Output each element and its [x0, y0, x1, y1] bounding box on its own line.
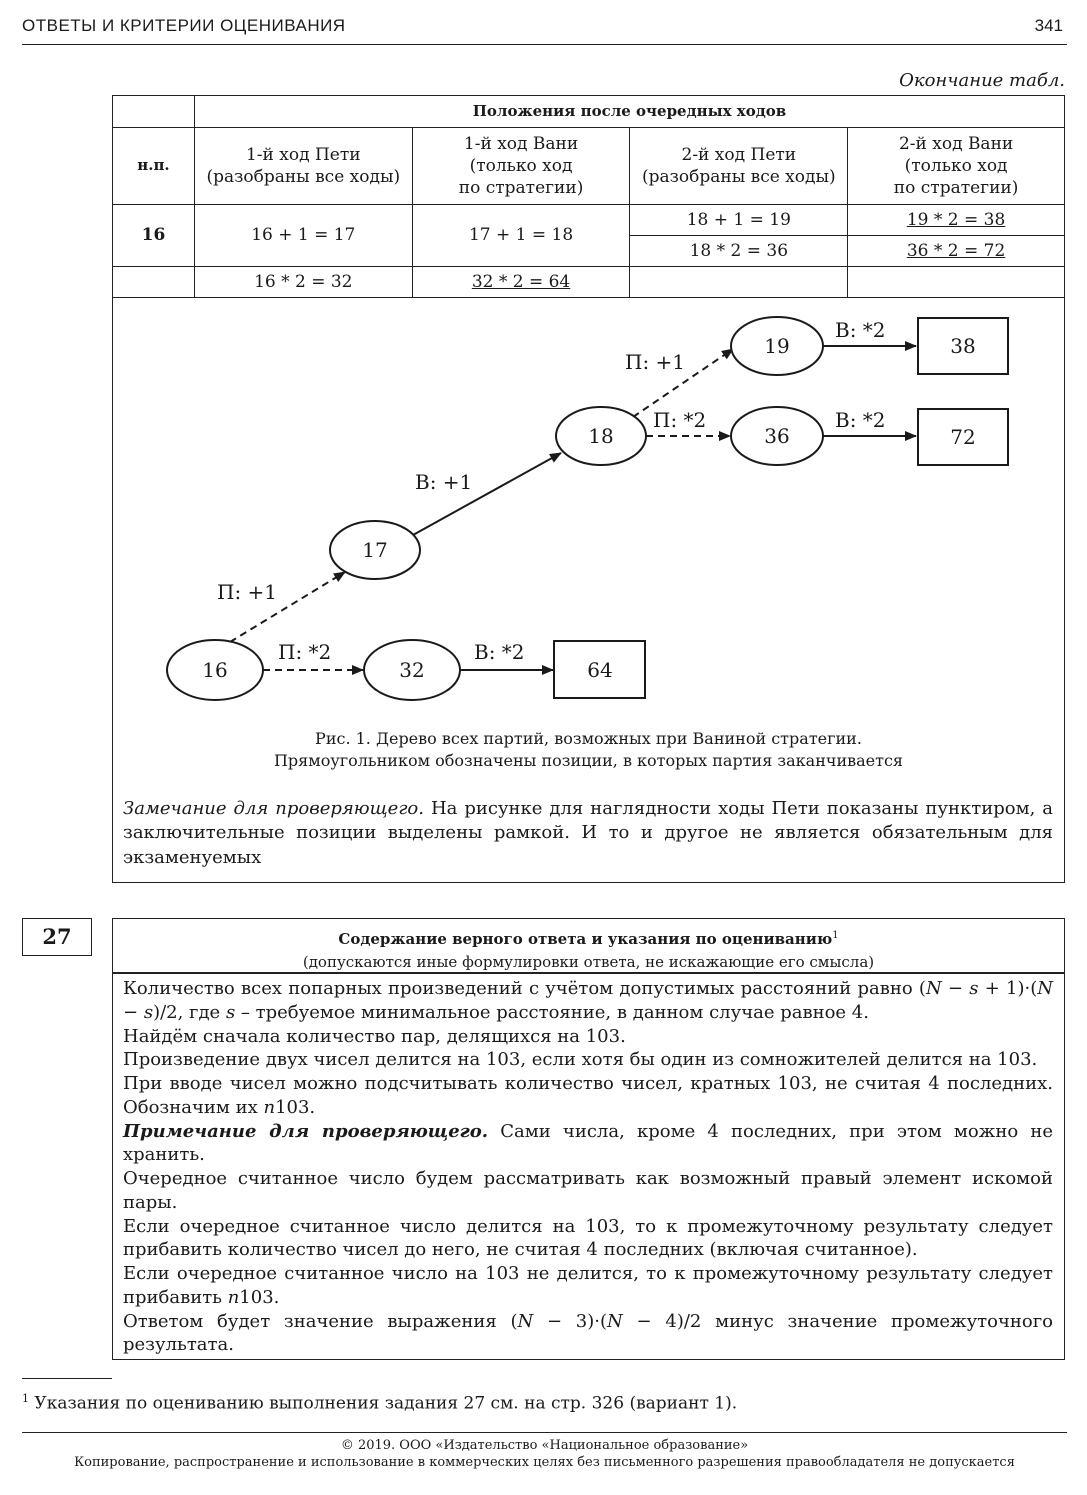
empty-cell-v2: [848, 267, 1065, 298]
answer-title: Содержание верного ответа и указания по оцениванию: [338, 930, 833, 948]
node-16-label: 16: [202, 658, 228, 682]
paragraph-1: Количество всех попарных произведений с учётом допустимых расстояний равно (N − s + 1)·(N − s)/2, где s – требуемое минимальное расстояние, в данном случае равное 4.: [123, 978, 1053, 1023]
page-number: 341: [1034, 16, 1063, 35]
answer-body: [123, 977, 1053, 1357]
copyright-notice: © 2019. ООО «Издательство «Национальное образование» Копирование, распространение и использование в коммерческих целях без письменного разрешения правообладателя не допускается: [74, 1438, 1015, 1470]
edge-label-36-72: В: *2: [835, 408, 886, 432]
moves-table: [112, 95, 1065, 298]
edge-label-17-18: В: +1: [415, 470, 473, 494]
node-32-label: 32: [399, 658, 425, 682]
cell-v2-b: 36 * 2 = 72: [848, 236, 1065, 267]
table-continuation-caption: Окончание табл.: [899, 70, 1065, 91]
edge-label-18-36: П: *2: [653, 408, 707, 432]
edge-17-18: [413, 453, 561, 535]
game-tree-diagram: [113, 297, 1063, 727]
node-17-label: 17: [362, 538, 388, 562]
terminal-38-label: 38: [950, 334, 976, 358]
footnote-divider: [22, 1378, 112, 1379]
answer-subtitle: (допускаются иные формулировки ответа, не искажающие его смысла): [302, 952, 875, 971]
remark-label: Замечание для проверяющего.: [123, 798, 424, 819]
paragraph-8: Если очередное считанное число на 103 не делится, то к промежуточному результату следует прибавить n103.: [123, 1263, 1053, 1308]
paragraph-9: Ответом будет значение выражения (N − 3)·(N − 4)/2 минус значение промежуточного результата.: [123, 1310, 1053, 1356]
header-divider: [22, 44, 1067, 45]
edge-label-16-17: П: +1: [217, 580, 278, 604]
reviewer-remark: [123, 797, 1053, 870]
edge-label-19-38: В: *2: [835, 318, 886, 342]
empty-num-cell: [113, 267, 195, 298]
paragraph-3: Произведение двух чисел делится на 103, если хотя бы один из сомножителей делится на 103.: [123, 1049, 1038, 1071]
running-header: ОТВЕТЫ И КРИТЕРИИ ОЦЕНИВАНИЯ: [22, 16, 346, 35]
cell-v1-b: 32 * 2 = 64: [412, 267, 630, 298]
terminal-64-label: 64: [587, 658, 613, 682]
cell-p2-b: 18 * 2 = 36: [630, 236, 848, 267]
node-19-label: 19: [764, 334, 790, 358]
paragraph-4: При вводе чисел можно подсчитывать количество чисел, кратных 103, не считая 4 последних. Обозначим их n103.: [123, 1073, 1053, 1118]
task-number: 27: [22, 918, 92, 956]
footer-divider: [22, 1432, 1067, 1433]
col-header-vanya-2: 2-й ход Вани (только ход по стратегии): [848, 128, 1065, 205]
paragraph-7: Если очередное считанное число делится на 103, то к промежуточному результату следует прибавить количество чисел до него, не считая 4 последних (включая считанное).: [123, 1215, 1053, 1261]
node-36-label: 36: [764, 424, 790, 448]
cell-p1-b: 16 * 2 = 32: [194, 267, 412, 298]
start-position-cell: 16: [113, 205, 195, 267]
node-18-label: 18: [588, 424, 614, 448]
col-header-vanya-1: 1-й ход Вани (только ход по стратегии): [412, 128, 630, 205]
empty-cell-p2: [630, 267, 848, 298]
col-header-num: н.п.: [113, 128, 195, 205]
figure-caption: Рис. 1. Дерево всех партий, возможных при Ваниной стратегии. Прямоугольником обозначены позиции, в которых партия заканчивается: [273, 729, 904, 770]
col-header-petya-1: 1-й ход Пети (разобраны все ходы): [194, 128, 412, 205]
footnote: $^1$ Указания по оцениванию выполнения задания 27 см. на стр. 326 (вариант 1).: [22, 1392, 738, 1414]
edge-label-32-64: В: *2: [474, 640, 525, 664]
answer-header-divider: [112, 972, 1065, 974]
edge-label-18-19: П: +1: [625, 350, 686, 374]
table-corner-cell: [113, 96, 195, 128]
col-header-petya-2: 2-й ход Пети (разобраны все ходы): [630, 128, 848, 205]
cell-v2-a: 19 * 2 = 38: [848, 205, 1065, 236]
answer-header: Содержание верного ответа и указания по оцениванию$^1$ (допускаются иные формулировки ответа, не искажающие его смысла): [302, 930, 875, 971]
remark-text: На рисунке для наглядности ходы Пети показаны пунктиром, а заключительные позиции выделены рамкой. И то и другое не является обязательным для экзаменуемых: [123, 798, 1053, 868]
paragraph-5: Примечание для проверяющего. Сами числа, кроме 4 последних, при этом можно не хранить.: [123, 1120, 1053, 1166]
cell-v1-a: 17 + 1 = 18: [412, 205, 630, 267]
group-header: Положения после очередных ходов: [194, 96, 1064, 128]
edge-label-16-32: П: *2: [278, 640, 332, 664]
terminal-72-label: 72: [950, 425, 976, 449]
cell-p1-a: 16 + 1 = 17: [194, 205, 412, 267]
cell-p2-a: 18 + 1 = 19: [630, 205, 848, 236]
paragraph-6: Очередное считанное число будем рассматривать как возможный правый элемент искомой пары.: [123, 1168, 1053, 1213]
paragraph-2: Найдём сначала количество пар, делящихся на 103.: [123, 1025, 626, 1047]
